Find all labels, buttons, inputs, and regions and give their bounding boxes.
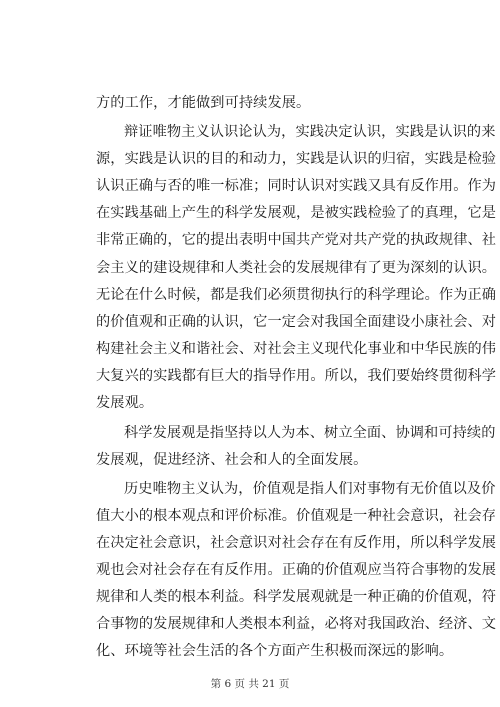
text-line: 构建社会主义和谐社会、对社会主义现代化事业和中华民族的伟	[96, 341, 497, 357]
text-line: 观也会对社会存在有反作用。正确的价值观应当符合事物的发展	[96, 562, 497, 578]
text-line: 会主义的建设规律和人类社会的发展规律有了更为深刻的认识。	[96, 260, 497, 276]
text-line: 方的工作，才能做到可持续发展。	[96, 95, 311, 111]
text-line: 非常正确的，它的提出表明中国共产党对共产党的执政规律、社	[96, 232, 497, 248]
text-line: 的价值观和正确的认识，它一定会对我国全面建设小康社会、对	[96, 314, 497, 330]
text-line: 在决定社会意识，社会意识对社会存在有反作用，所以科学发展	[96, 535, 497, 551]
text-line: 科学发展观是指坚持以人为本、树立全面、协调和可持续的	[124, 425, 496, 441]
text-line: 历史唯物主义认为，价值观是指人们对事物有无价值以及价	[124, 481, 496, 497]
text-line: 值大小的根本观点和评价标准。价值观是一种社会意识，社会存	[96, 508, 497, 524]
text-line: 源，实践是认识的目的和动力，实践是认识的归宿，实践是检验	[96, 151, 497, 167]
text-line: 发展观，促进经济、社会和人的全面发展。	[96, 452, 368, 468]
text-line: 规律和人类的根本利益。科学发展观就是一种正确的价值观，符	[96, 589, 497, 605]
text-line: 在实践基础上产生的科学发展观，是被实践检验了的真理，它是	[96, 205, 497, 221]
text-line: 认识正确与否的唯一标准；同时认识对实践又具有反作用。作为	[96, 178, 497, 194]
page-number-footer: 第 6 页 共 21 页	[210, 678, 290, 690]
text-line: 大复兴的实践都有巨大的指导作用。所以，我们要始终贯彻科学	[96, 368, 497, 384]
text-line: 化、环境等社会生活的各个方面产生积极而深远的影响。	[96, 643, 454, 659]
text-line: 发展观。	[96, 395, 154, 411]
text-line: 辩证唯物主义认识论认为，实践决定认识，实践是认识的来	[124, 124, 496, 140]
text-line: 合事物的发展规律和人类根本利益，必将对我国政治、经济、文	[96, 616, 497, 632]
text-line: 无论在什么时候，都是我们必须贯彻执行的科学理论。作为正确	[96, 287, 497, 303]
